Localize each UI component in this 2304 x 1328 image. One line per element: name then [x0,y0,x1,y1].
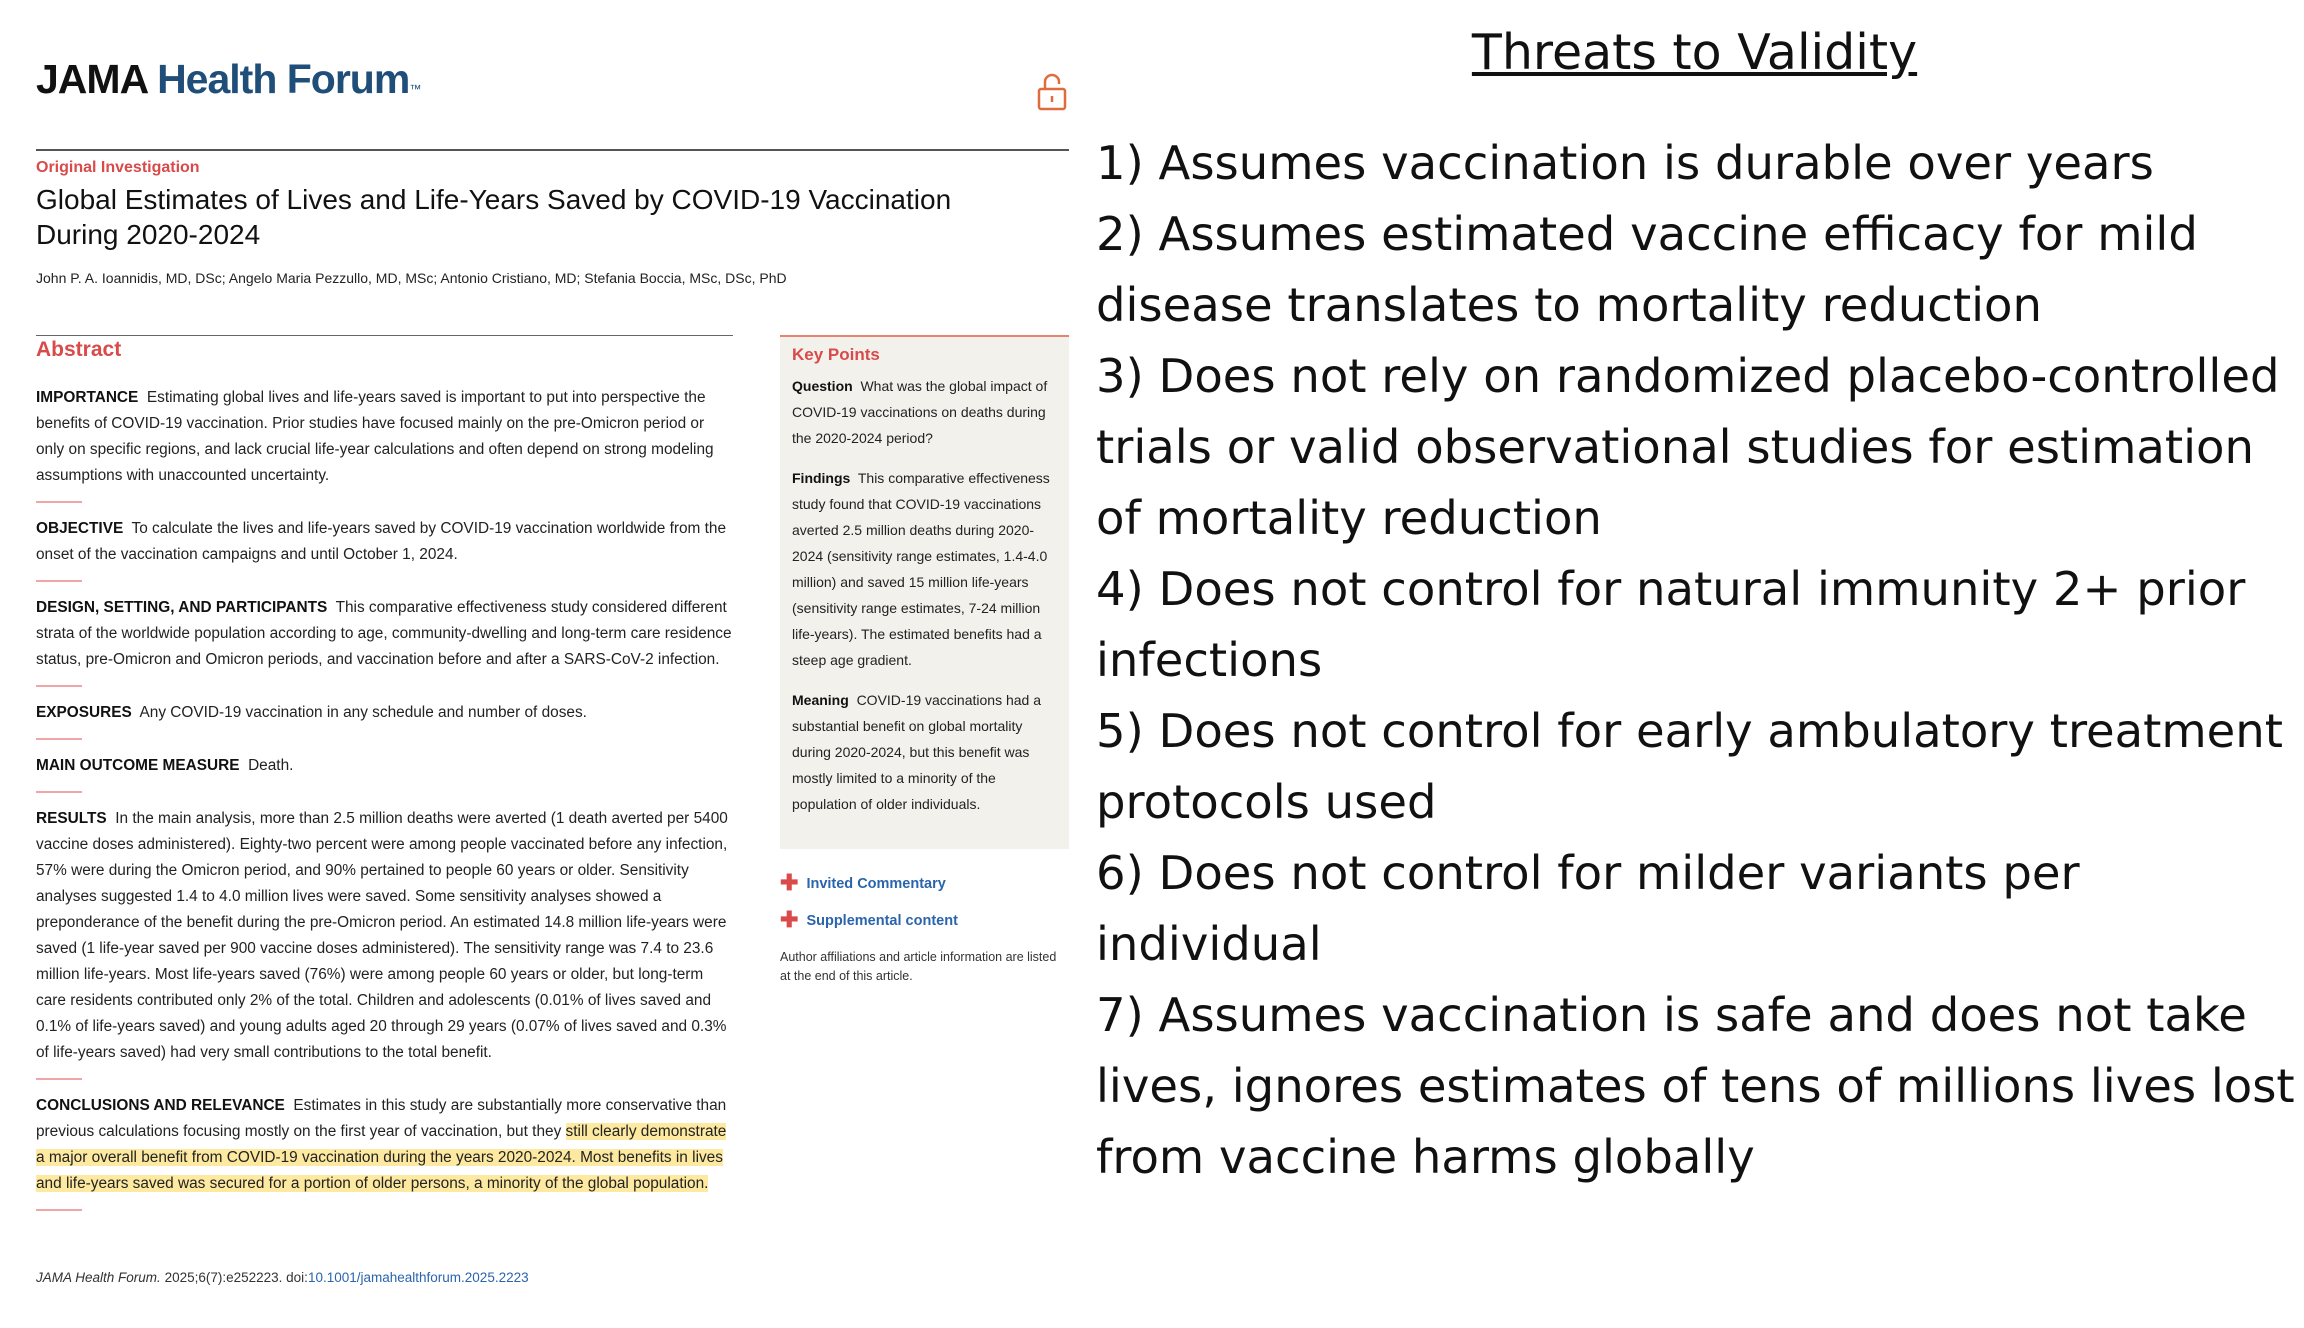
abstract-importance [36,385,736,489]
threat-item: 5) Does not control for early ambulatory treatment protocols used [1096,704,2283,829]
doi-link[interactable]: 10.1001/jamahealthforum.2025.2223 [307,1270,529,1285]
section-divider [36,791,82,793]
section-divider [36,1209,82,1211]
section-divider [36,685,82,687]
citation-ref: 2025;6(7):e252223. doi: [164,1270,308,1285]
key-points-box [780,335,1069,849]
abstract-results [36,806,736,1066]
section-heading: OBJECTIVE [36,520,124,537]
plus-icon: ✚ [780,907,799,932]
abstract-exposures [36,700,736,726]
threats-list [1096,128,2301,1193]
threat-item: 2) Assumes estimated vaccine efficacy for mild disease translates to mortality reduction [1096,207,2198,332]
section-text: Death. [248,757,294,774]
section-divider [36,580,82,582]
article-panel [0,0,1085,1328]
section-divider [36,738,82,740]
abstract-conclusions [36,1093,736,1197]
section-heading: IMPORTANCE [36,389,139,406]
key-point-heading: Question [792,378,853,394]
link-label: Supplemental content [806,913,958,929]
threat-item: 1) Assumes vaccination is durable over years [1096,136,2154,190]
highlighted-text: still clearly demonstrate a major overall benefit from COVID-19 vaccination during the years 2020-2024. Most benefits in lives and life-years saved was secured for a portion of older persons, a minority of the global population. [36,1123,727,1192]
key-point-heading: Findings [792,470,851,486]
citation-journal: JAMA Health Forum. [36,1270,161,1285]
key-point-meaning [792,687,1062,817]
threats-title: Threats to Validity [1471,24,1918,81]
article-authors: John P. A. Ioannidis, MD, DSc; Angelo Maria Pezzullo, MD, MSc; Antonio Cristiano, MD; Stefania Boccia, MSc, DSc, PhD [36,270,787,286]
section-heading: EXPOSURES [36,704,132,721]
threats-panel [1085,0,2304,1328]
section-text: This comparative effectiveness study considered different strata of the worldwide population according to age, community-dwelling and long-term care residence status, pre-Omicron and Omicron periods, and vaccination before and after a SARS-CoV-2 infection. [36,599,732,668]
abstract-heading: Abstract [36,338,122,361]
citation [36,1270,529,1285]
abstract-design [36,595,736,673]
section-divider [36,1078,82,1080]
abstract-divider [36,335,733,336]
supplemental-content-link[interactable] [780,907,958,933]
section-divider [36,501,82,503]
abstract-outcome [36,753,736,779]
threat-item: 4) Does not control for natural immunity 2+ prior infections [1096,562,2246,687]
plus-icon: ✚ [780,870,799,895]
open-lock-icon[interactable] [1036,72,1068,112]
section-text: Estimates in this study are substantially more conservative than previous calculations focusing mostly on the first year of vaccination, but they [36,1097,727,1140]
article-title: Global Estimates of Lives and Life-Years Saved by COVID-19 Vaccination During 2020-2024 [36,184,952,250]
key-points-heading: Key Points [792,345,880,364]
key-point-heading: Meaning [792,692,849,708]
section-text: Estimating global lives and life-years saved is important to put into perspective the benefits of COVID-19 vaccination. Prior studies have focused mainly on the pre-Omicron period or only on specific regions, and lack crucial life-year calculations and often depend on strong modeling assumptions with unaccounted uncertainty. [36,389,714,484]
trademark: ™ [409,82,421,96]
section-text: To calculate the lives and life-years saved by COVID-19 vaccination worldwide from the onset of the vaccination campaigns and until October 1, 2024. [36,520,727,563]
key-point-text: This comparative effectiveness study found that COVID-19 vaccinations averted 2.5 million deaths during 2020-2024 (sensitivity range estimates, 1.4-4.0 million) and saved 15 million life-years (sensitivity range estimates, 7-24 million life-years). The estimated benefits had a steep age gradient. [792,470,1050,668]
threat-item: 6) Does not control for milder variants per individual [1096,846,2080,971]
header-divider [36,149,1069,151]
article-type: Original Investigation [36,159,200,176]
section-heading: CONCLUSIONS AND RELEVANCE [36,1097,285,1114]
journal-name-part2: Health Forum [157,56,410,102]
section-text: In the main analysis, more than 2.5 million deaths were averted (1 death averted per 5400 vaccine doses administered). Eighty-two percent were among people vaccinated before any infection, 57% were during the Omicron period, and 90% pertained to people 60 years or older. Sensitivity analyses suggested 1.4 to 4.0 million lives were saved. Some sensitivity analyses showed a preponderance of the benefit during the pre-Omicron period. An estimated 14.8 million life-years were saved (1 life-year saved per 900 vaccine doses administered). The sensitivity range was 7.4 to 23.6 million life-years. Most life-years saved (76%) were among people 60 years or older, but long-term care residents contributed only 2% of the total. Children and adolescents (0.01% of lives saved and 0.1% of life-years saved) and young adults aged 20 through 29 years (0.07% of lives saved and 0.3% of life-years saved) had very small contributions to the total benefit. [36,810,728,1061]
journal-logo [36,56,420,103]
affiliations-note: Author affiliations and article information are listed at the end of this article. [780,950,1057,983]
section-heading: RESULTS [36,810,107,827]
section-text: Any COVID-19 vaccination in any schedule and number of doses. [139,704,587,721]
key-point-question [792,373,1062,451]
invited-commentary-link[interactable] [780,870,946,896]
threat-item: 3) Does not rely on randomized placebo-controlled trials or valid observational studies for estimation of mortality reduction [1096,349,2280,545]
section-heading: MAIN OUTCOME MEASURE [36,757,240,774]
journal-name-part1: JAMA [36,56,147,102]
key-point-findings [792,465,1062,673]
key-point-text: COVID-19 vaccinations had a substantial benefit on global mortality during 2020-2024, but this benefit was mostly limited to a minority of the population of older individuals. [792,692,1041,812]
key-points-body [792,373,1062,831]
link-label: Invited Commentary [806,876,946,892]
threat-item: 7) Assumes vaccination is safe and does not take lives, ignores estimates of tens of millions lives lost from vaccine harms globally [1096,988,2295,1184]
key-point-text: What was the global impact of COVID-19 vaccinations on deaths during the 2020-2024 period? [792,378,1048,446]
abstract-body [36,385,736,1224]
abstract-objective [36,516,736,568]
section-heading: DESIGN, SETTING, AND PARTICIPANTS [36,599,328,616]
